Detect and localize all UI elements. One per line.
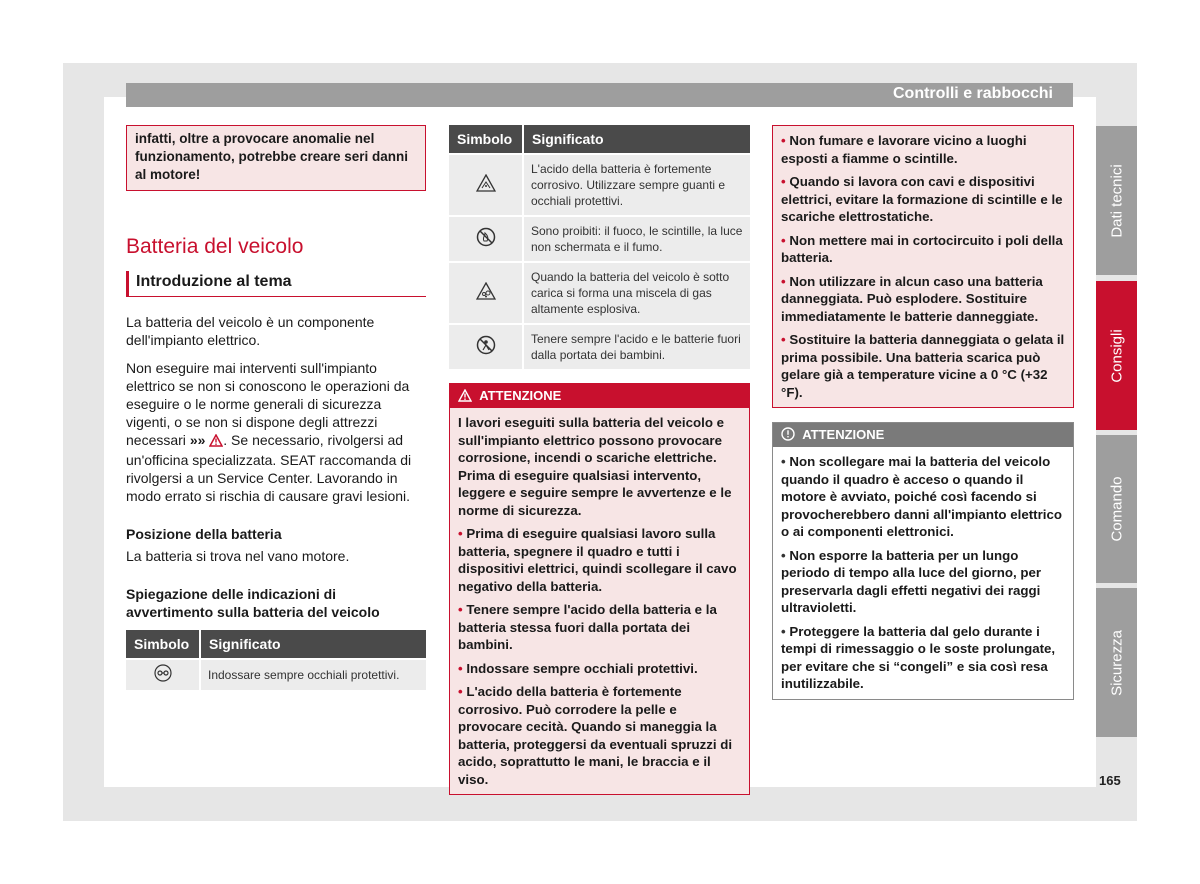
notice-body xyxy=(773,447,1073,699)
info-circle-icon xyxy=(781,427,799,442)
warning-bullet: • Quando si lavora con cavi e dispositivi elettrici, evitare la formazione di scintille e le scariche elettrostatiche. xyxy=(781,174,1063,224)
warning-bullet: • Sostituire la batteria danneggiata o gelata il prima possibile. Una batteria scarica può gelare già a temperature vicine a 0 °C (+32 °F). xyxy=(781,332,1065,400)
warning-body xyxy=(450,408,749,794)
table-cell-meaning: Tenere sempre l'acido e le batterie fuori dalla portata dei bambini. xyxy=(523,324,750,369)
warning-triangle-icon[interactable] xyxy=(209,433,223,451)
symbols-table-1 xyxy=(126,630,426,690)
continue-arrows[interactable]: »» xyxy=(189,432,206,448)
warning-box xyxy=(449,383,750,795)
column-header-meaning: Significato xyxy=(523,125,750,154)
intro-paragraph-2: Non eseguire mai interventi sull'impianto elettrico se non si conoscono le operazioni da eseguire o le norme generali di sicurezza vigenti, o se non si dispone degli attrezzi necessari »» . Se necessario, rivolgersi ad un'officina specializzata. SEAT raccomanda di rivolgersi a un Service Center. Lavorando in modo errato si rischia di causare gravi lesioni. xyxy=(126,360,412,504)
table-row xyxy=(126,659,426,690)
warning-continued-box xyxy=(772,125,1074,408)
side-tab-sicurezza[interactable]: Sicurezza xyxy=(1096,588,1137,737)
side-tab-comando[interactable]: Comando xyxy=(1096,435,1137,583)
table-row xyxy=(449,216,750,262)
header-bar xyxy=(126,83,1073,107)
warning-header xyxy=(450,384,749,408)
no-fire-icon xyxy=(476,236,496,250)
intro-paragraph-1: La batteria del veicolo è un componente dell'impianto elettrico. xyxy=(126,314,375,348)
column-header-symbol: Simbolo xyxy=(126,630,200,659)
column-header-symbol: Simbolo xyxy=(449,125,523,154)
column-header-meaning: Significato xyxy=(200,630,426,659)
notice-bullet: • Non scollegare mai la batteria del veicolo quando il quadro è acceso o quando il motore è avviato, poiché così facendo si provocherebbero danni all'impianto elettrico o ai componenti elettronici. xyxy=(781,454,1062,539)
table-row xyxy=(449,154,750,216)
table-cell-meaning: Sono proibiti: il fuoco, le scintille, la luce non schermata e il fumo. xyxy=(523,216,750,262)
warning-bullet: • Prima di eseguire qualsiasi lavoro sulla batteria, spegnere il quadro e tutti i dispositivi elettrici, quindi scollegare il cavo negativo della batteria. xyxy=(458,526,737,594)
warning-triangle-icon xyxy=(458,388,476,403)
symbols-table-2 xyxy=(449,125,750,369)
battery-position-heading: Posizione della batteria xyxy=(126,526,282,542)
column-3 xyxy=(772,125,1074,700)
page-number: 165 xyxy=(1099,773,1121,788)
warning-bullet: • Indossare sempre occhiali protettivi. xyxy=(458,660,698,676)
explosive-gas-icon xyxy=(476,289,496,303)
page-header-title: Controlli e rabbocchi xyxy=(892,85,1053,102)
battery-position-text: La batteria si trova nel vano motore. xyxy=(126,548,350,564)
warning-symbols-heading: Spiegazione delle indicazioni di avvertimento sulla batteria del veicolo xyxy=(126,586,380,620)
notice-box xyxy=(772,422,1074,700)
side-tab-dati-tecnici[interactable]: Dati tecnici xyxy=(1096,126,1137,275)
warning-bullet: • Non fumare e lavorare vicino a luoghi esposti a fiamme o scintille. xyxy=(781,133,1027,166)
side-tab-consigli[interactable]: Consigli xyxy=(1096,281,1137,430)
table-cell-meaning: Quando la batteria del veicolo è sotto carica si forma una miscela di gas altamente esplosiva. xyxy=(523,262,750,324)
notice-title: ATTENZIONE xyxy=(802,427,885,442)
table-cell-meaning: Indossare sempre occhiali protettivi. xyxy=(200,659,426,690)
notice-bullet: • Non esporre la batteria per un lungo periodo di tempo alla luce del giorno, per preservarla dagli effetti negativi dei raggi ultravioletti. xyxy=(781,547,1042,615)
warning-title: ATTENZIONE xyxy=(479,388,562,403)
continued-warning-box xyxy=(126,125,426,191)
subsection-title: Introduzione al tema xyxy=(126,271,426,297)
continued-warning-text: infatti, oltre a provocare anomalie nel funzionamento, potrebbe creare seri danni al motore! xyxy=(135,131,409,182)
table-cell-meaning: L'acido della batteria è fortemente corrosivo. Utilizzare sempre guanti e occhiali protettivi. xyxy=(523,154,750,216)
column-2 xyxy=(449,125,750,795)
warning-bullet: • L'acido della batteria è fortemente corrosivo. Può corrodere la pelle e provocare cecità. Quando si maneggia la batteria, proteggersi da eventuali spruzzi di acido, soprattutto le mani, le braccia e il viso. xyxy=(458,684,733,787)
keep-away-children-icon xyxy=(476,344,496,358)
column-1 xyxy=(126,125,426,690)
table-row xyxy=(449,262,750,324)
notice-bullet: • Proteggere la batteria dal gelo durante i tempi di rimessaggio o le soste prolungate, per evitare che si “congeli” e sia così resa inutilizzabile. xyxy=(781,623,1056,691)
acid-warning-icon xyxy=(476,181,496,195)
warning-bullet: • Non utilizzare in alcun caso una batteria danneggiata. Può esplodere. Sostituire immediatamente le batterie danneggiate. xyxy=(781,273,1043,324)
warning-bullet: • Tenere sempre l'acido della batteria e la batteria stessa fuori dalla portata dei bambini. xyxy=(458,602,717,652)
warning-bullet: • Non mettere mai in cortocircuito i poli della batteria. xyxy=(781,232,1063,265)
notice-header xyxy=(773,423,1073,447)
goggles-icon xyxy=(154,671,172,685)
table-row xyxy=(449,324,750,369)
warning-intro: I lavori eseguiti sulla batteria del veicolo e sull'impianto elettrico possono provocare corrosione, incendi o scariche elettriche. Prima di eseguire qualsiasi intervento, leggere e seguire sempre le avvertenze e le norme di sicurezza. xyxy=(458,415,732,518)
section-title: Batteria del veicolo xyxy=(126,235,304,258)
